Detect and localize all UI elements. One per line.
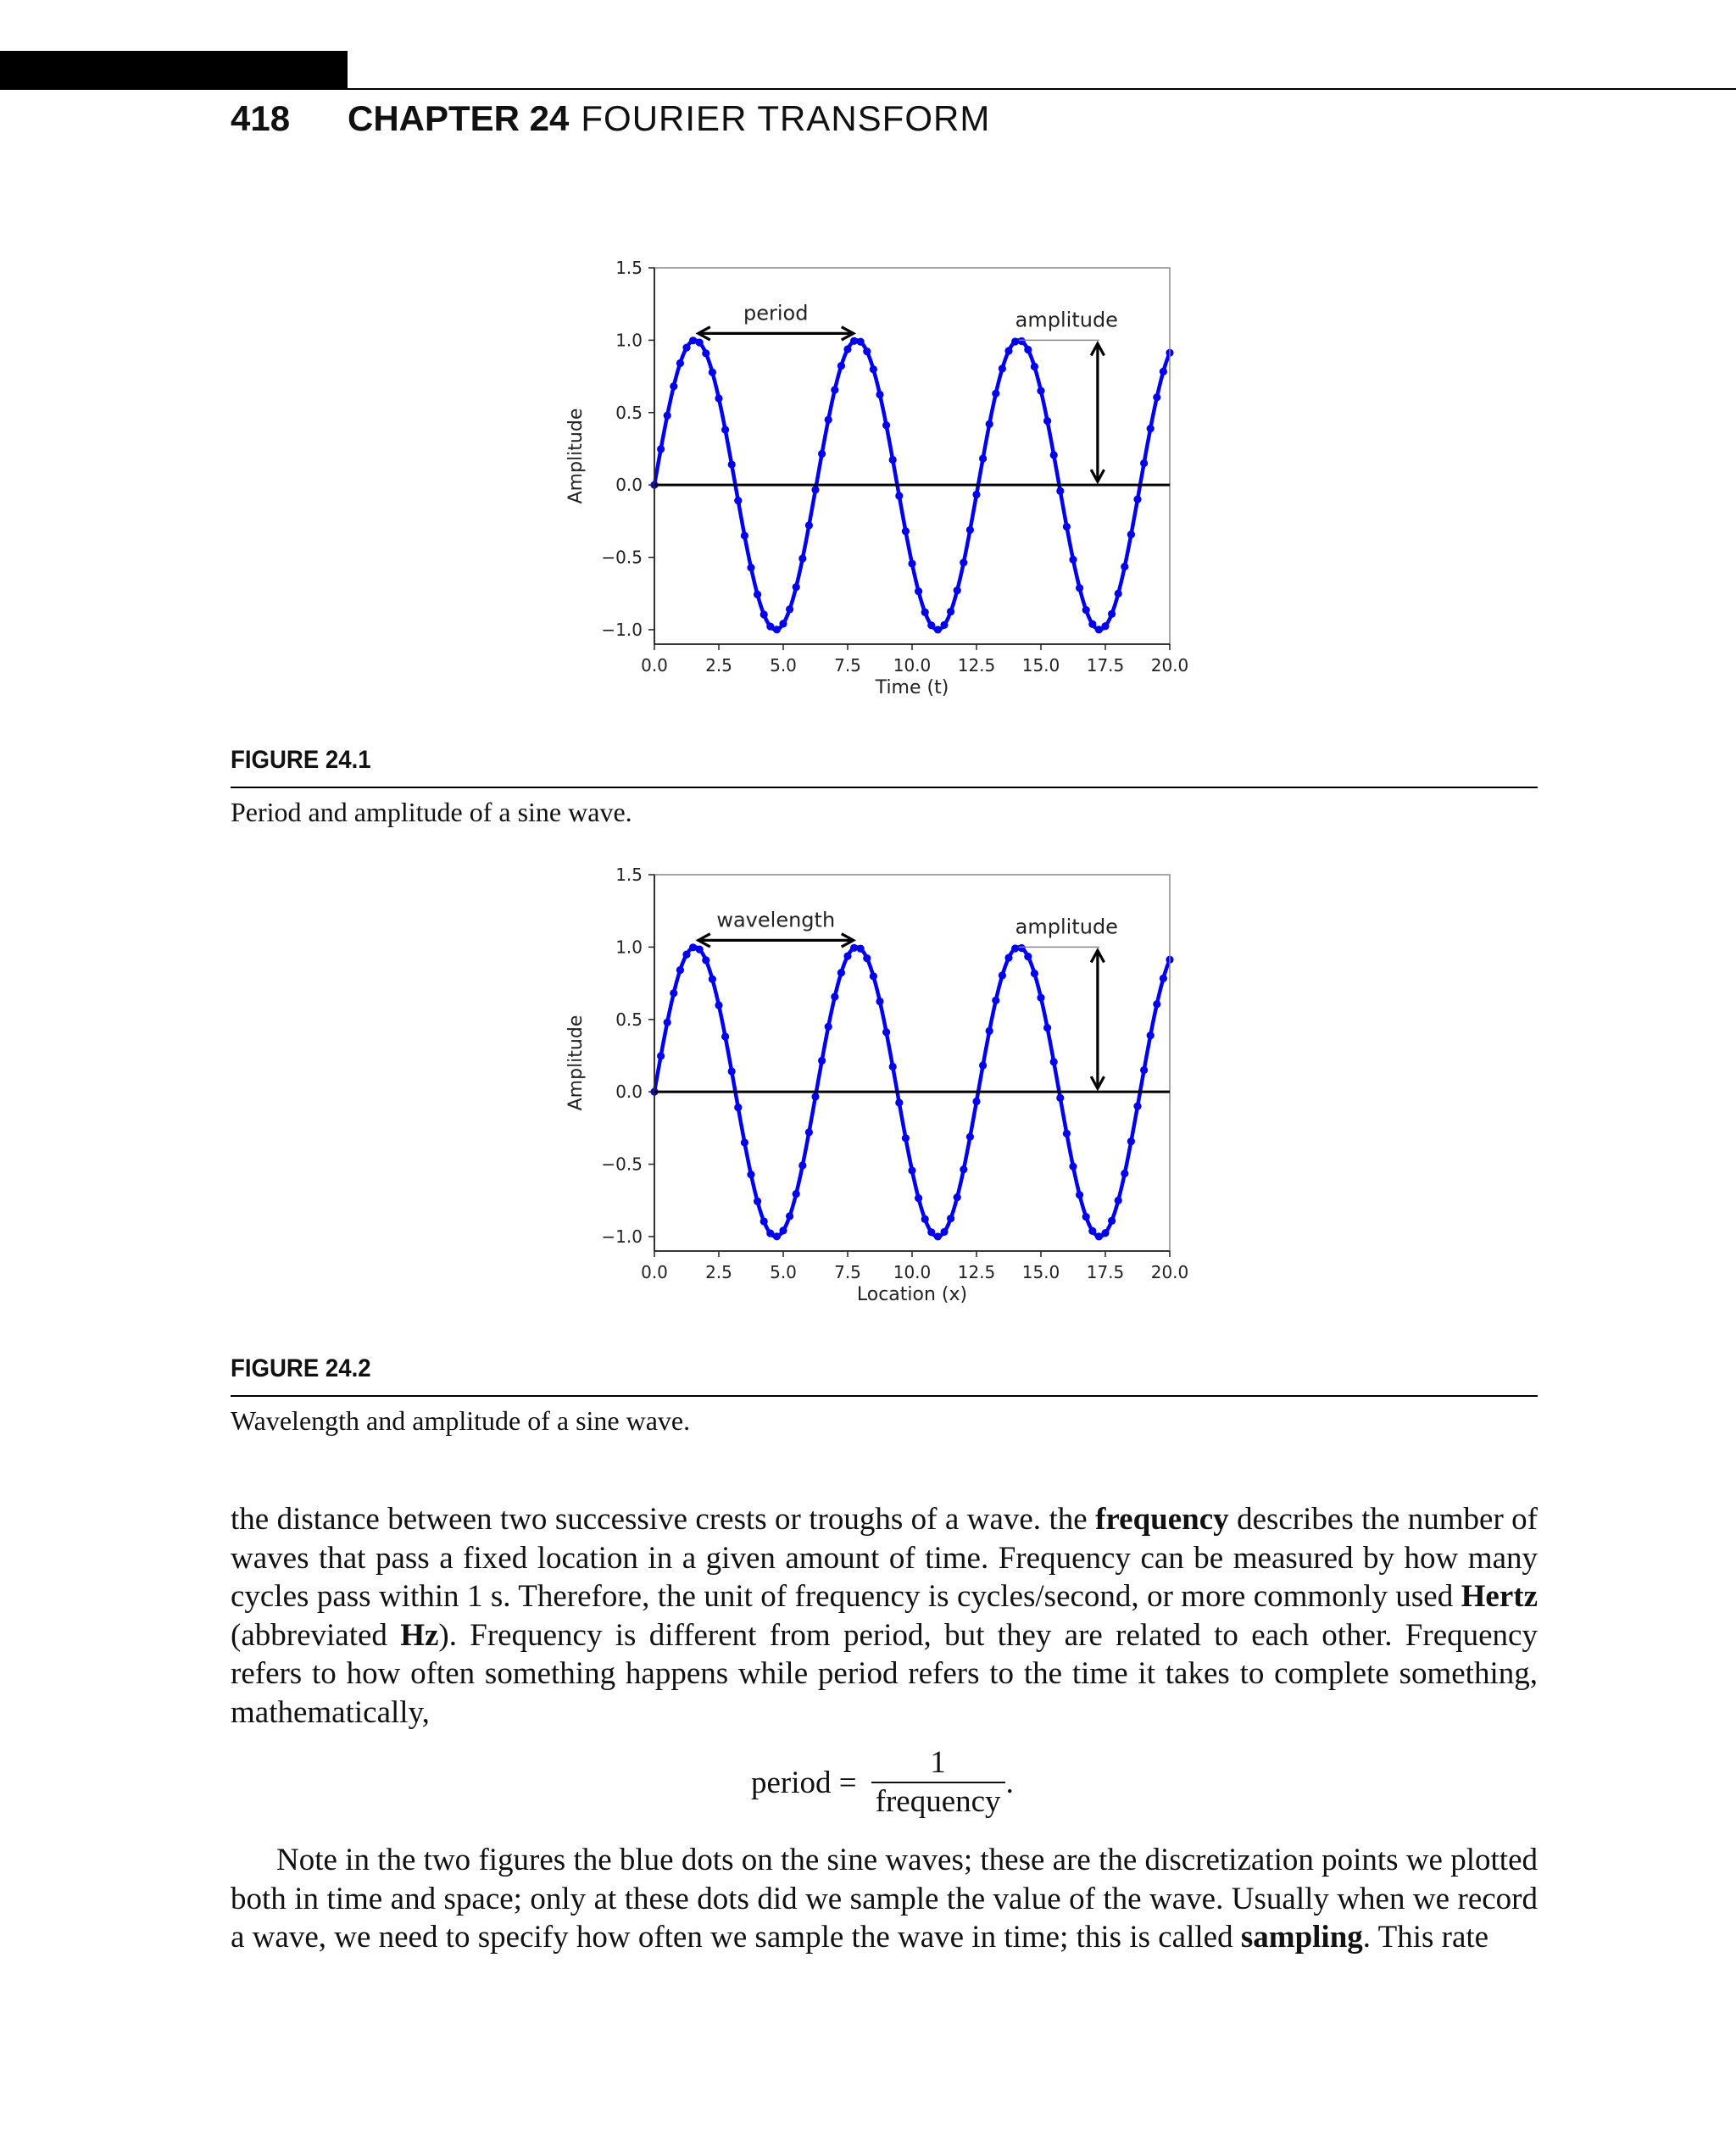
sample-point <box>1018 944 1026 952</box>
sample-point <box>1063 523 1071 531</box>
body-paragraph-1 <box>231 1500 1538 1732</box>
y-tick-label: −1.0 <box>601 619 643 640</box>
sample-point <box>1108 1217 1116 1225</box>
sample-point <box>754 1198 761 1205</box>
amplitude-annotation: amplitude <box>1015 915 1118 939</box>
sample-point <box>954 1193 961 1201</box>
y-tick-label: 1.5 <box>615 258 643 278</box>
sample-point <box>1101 622 1109 630</box>
x-tick-label: 10.0 <box>893 655 932 676</box>
sample-point <box>676 966 684 974</box>
x-tick-label: 5.0 <box>770 655 797 676</box>
y-axis-label: Amplitude <box>565 408 587 504</box>
sample-point <box>670 989 677 997</box>
sample-point <box>1069 1163 1077 1171</box>
sample-point <box>954 587 961 594</box>
sample-point <box>960 1165 967 1173</box>
sample-point <box>927 621 935 629</box>
x-tick-label: 7.5 <box>834 655 861 676</box>
x-tick-label: 7.5 <box>834 1262 861 1282</box>
sample-point <box>741 531 748 539</box>
sample-point <box>889 456 897 464</box>
equation-fraction <box>871 1744 1006 1821</box>
figure-label: FIGURE 24.2 <box>231 1354 371 1382</box>
sample-point <box>657 445 665 453</box>
sample-point <box>1037 994 1044 1002</box>
sample-point <box>1115 1197 1122 1204</box>
sample-point <box>805 1128 813 1136</box>
sample-point <box>843 345 851 353</box>
sample-point <box>876 391 883 398</box>
sample-point <box>837 969 845 976</box>
sample-point <box>1050 1058 1058 1065</box>
sample-point <box>1018 337 1026 345</box>
figure-label: FIGURE 24.1 <box>231 746 371 774</box>
sample-point <box>709 369 716 376</box>
sample-point <box>1031 363 1038 370</box>
sample-point <box>760 1217 768 1225</box>
sample-point <box>934 626 942 633</box>
text-run: the distance between two successive crests or troughs of a wave. the <box>231 1502 1096 1537</box>
sample-point <box>921 1215 929 1223</box>
x-axis-label: Time (t) <box>875 677 949 698</box>
sample-point <box>1133 1103 1141 1110</box>
sample-point <box>972 1098 980 1105</box>
header-rule <box>0 88 1736 90</box>
equation-denominator: frequency <box>875 1784 1001 1819</box>
sample-point <box>1153 393 1160 401</box>
sample-point <box>999 364 1006 372</box>
period-equation <box>751 1744 1014 1821</box>
sample-point <box>798 554 806 562</box>
text-run: (abbreviated <box>231 1617 401 1653</box>
sample-point <box>1063 1130 1071 1137</box>
y-tick-label: 1.0 <box>615 330 643 351</box>
sample-point <box>1115 590 1122 598</box>
sample-point <box>747 564 754 571</box>
sample-point <box>805 521 813 529</box>
sample-point <box>895 1098 903 1106</box>
sample-point <box>1121 1170 1128 1177</box>
sample-point <box>696 339 704 347</box>
sample-point <box>728 1067 736 1075</box>
sample-point <box>702 349 709 357</box>
sample-point <box>818 1057 826 1065</box>
bold-term: Hertz <box>1461 1579 1538 1614</box>
sample-point <box>1024 953 1032 960</box>
running-head <box>231 95 990 142</box>
text-run: . This rate <box>1362 1920 1489 1955</box>
x-tick-label: 17.5 <box>1086 1262 1125 1282</box>
sample-point <box>1160 368 1167 375</box>
sample-point <box>927 1228 935 1236</box>
x-tick-label: 10.0 <box>893 1262 932 1282</box>
sample-point <box>857 945 865 953</box>
text-run: Note in the two figures the blue dots on the sine waves; these are the discretization points we plotted both in time and space; only at these dots did we sample the value of the wave. Usually when we record a wave, we need to specify how often we sample the wave in time; this is called <box>231 1843 1538 1955</box>
sample-point <box>1004 347 1012 354</box>
sample-point <box>709 976 716 983</box>
sample-point <box>1127 1137 1135 1145</box>
sample-point <box>1121 563 1128 570</box>
sample-point <box>754 591 761 598</box>
period-annotation: period <box>743 301 809 325</box>
body-paragraph-2 <box>231 1841 1538 1957</box>
sample-point <box>876 998 883 1005</box>
sample-point <box>1133 496 1141 503</box>
sample-point <box>747 1171 754 1178</box>
sample-point <box>779 620 787 627</box>
sample-point <box>837 362 845 370</box>
sample-point <box>798 1161 806 1169</box>
sample-point <box>779 1226 787 1234</box>
sample-point <box>696 946 704 954</box>
sample-point <box>986 420 993 428</box>
period-annotation: wavelength <box>716 908 836 932</box>
sample-point <box>1056 487 1064 495</box>
sample-point <box>786 1212 793 1220</box>
sample-point <box>870 365 877 373</box>
sample-point <box>1031 970 1038 977</box>
sample-point <box>831 993 838 1000</box>
sample-point <box>947 608 954 615</box>
x-tick-label: 2.5 <box>705 655 732 676</box>
sample-point <box>1043 1024 1051 1032</box>
sample-point <box>1082 606 1090 614</box>
x-tick-label: 5.0 <box>770 1262 797 1282</box>
x-tick-label: 0.0 <box>641 1262 668 1282</box>
sample-point <box>682 950 690 958</box>
equation-lhs: period = <box>751 1765 857 1800</box>
y-tick-label: 0.5 <box>615 402 643 423</box>
x-tick-label: 20.0 <box>1150 1262 1189 1282</box>
y-tick-label: −0.5 <box>601 1154 643 1175</box>
sample-point <box>947 1215 954 1222</box>
amplitude-annotation: amplitude <box>1015 308 1118 332</box>
sample-point <box>676 359 684 367</box>
sample-point <box>972 491 980 498</box>
y-tick-label: 0.0 <box>615 1082 643 1103</box>
sample-point <box>670 382 677 390</box>
sample-point <box>825 1023 832 1031</box>
sample-point <box>999 971 1006 979</box>
sample-point <box>811 1093 819 1100</box>
sample-point <box>908 559 915 567</box>
sample-point <box>1160 975 1167 982</box>
sample-point <box>715 1001 722 1009</box>
sample-point <box>793 1190 800 1198</box>
sample-point <box>734 1104 742 1111</box>
sample-point <box>682 343 690 351</box>
sample-point <box>966 526 974 534</box>
sample-point <box>1076 584 1083 592</box>
figure-24-2-chart <box>542 853 1221 1310</box>
sample-point <box>657 1052 665 1059</box>
sample-point <box>857 338 865 346</box>
sample-point <box>1076 1191 1083 1198</box>
sample-point <box>702 956 709 964</box>
sample-point <box>715 394 722 402</box>
page-number: 418 <box>231 98 291 138</box>
equation-end: . <box>1005 1765 1014 1800</box>
sample-point <box>793 583 800 591</box>
sample-point <box>1127 531 1135 538</box>
sample-point <box>773 626 781 633</box>
equation-numerator: 1 <box>930 1745 946 1780</box>
x-tick-label: 0.0 <box>641 655 668 676</box>
x-tick-label: 12.5 <box>957 655 996 676</box>
figure-rule <box>231 1395 1538 1397</box>
sample-point <box>1108 610 1116 618</box>
sample-point <box>902 1134 910 1142</box>
y-tick-label: 0.0 <box>615 475 643 496</box>
x-tick-label: 12.5 <box>957 1262 996 1282</box>
sample-point <box>1082 1213 1090 1221</box>
sample-point <box>863 954 871 962</box>
sample-point <box>966 1133 974 1141</box>
figure-24-1-chart <box>542 246 1221 703</box>
bold-term: frequency <box>1095 1502 1229 1537</box>
y-tick-label: 1.0 <box>615 937 643 958</box>
bold-term: sampling <box>1240 1920 1363 1955</box>
sample-point <box>1043 417 1051 425</box>
sample-point <box>1037 387 1044 395</box>
sample-point <box>1101 1229 1109 1237</box>
figure-rule <box>231 787 1538 788</box>
text-run: ). Frequency is different from period, but they are related to each other. Frequency refers to how often something happens while period refers to the time it takes to complete something, mathematically, <box>231 1617 1538 1730</box>
x-axis-label: Location (x) <box>856 1284 968 1305</box>
sample-point <box>843 952 851 959</box>
sample-point <box>992 997 999 1004</box>
sample-point <box>831 386 838 393</box>
sample-point <box>979 1061 987 1069</box>
sample-point <box>1140 1066 1148 1074</box>
x-tick-label: 20.0 <box>1150 655 1189 676</box>
sample-point <box>960 559 967 566</box>
sample-point <box>728 460 736 468</box>
sample-point <box>1147 425 1155 432</box>
sample-point <box>1088 1227 1096 1235</box>
sample-point <box>721 425 729 433</box>
sample-point <box>1147 1032 1155 1039</box>
sample-point <box>889 1063 897 1070</box>
y-tick-label: 0.5 <box>615 1009 643 1030</box>
sample-point <box>986 1027 993 1035</box>
sample-point <box>992 390 999 398</box>
y-tick-label: −1.0 <box>601 1226 643 1247</box>
sample-point <box>1004 954 1012 961</box>
sample-point <box>1088 620 1096 628</box>
x-tick-label: 17.5 <box>1086 655 1125 676</box>
sample-point <box>741 1138 748 1146</box>
sample-point <box>902 527 910 535</box>
sample-point <box>940 621 948 629</box>
sample-point <box>760 610 768 618</box>
sample-point <box>825 416 832 424</box>
sample-point <box>895 492 903 499</box>
sample-point <box>863 348 871 355</box>
sample-point <box>882 421 890 429</box>
sample-point <box>1140 459 1148 467</box>
sample-point <box>786 605 793 613</box>
sample-point <box>921 609 929 616</box>
figure-caption: Wavelength and amplitude of a sine wave. <box>231 1405 691 1436</box>
sample-point <box>1024 346 1032 353</box>
chapter-title: FOURIER TRANSFORM <box>581 98 991 138</box>
y-tick-label: −0.5 <box>601 547 643 568</box>
x-tick-label: 2.5 <box>705 1262 732 1282</box>
sample-point <box>979 454 987 462</box>
sample-point <box>908 1166 915 1174</box>
sample-point <box>940 1228 948 1236</box>
text-run: describes the number of waves that pass a fixed location in a given amount of time. Frequency can be measured by how many cycles pass within 1 s. Therefore, the unit of frequency is cycles/second, or more commonly used <box>231 1502 1538 1614</box>
figure-caption: Period and amplitude of a sine wave. <box>231 797 632 827</box>
sample-point <box>1153 1000 1160 1008</box>
sample-point <box>664 1019 671 1026</box>
sample-point <box>1069 556 1077 564</box>
bold-term: Hz <box>400 1617 439 1653</box>
header-black-bar <box>0 51 348 89</box>
x-tick-label: 15.0 <box>1021 655 1060 676</box>
sample-point <box>734 497 742 504</box>
y-axis-label: Amplitude <box>565 1015 587 1111</box>
sample-point <box>773 1232 781 1240</box>
sample-point <box>1056 1094 1064 1102</box>
sample-point <box>882 1028 890 1036</box>
sample-point <box>915 587 922 595</box>
sample-point <box>664 412 671 420</box>
sample-point <box>811 486 819 493</box>
sample-point <box>870 972 877 980</box>
sample-point <box>1050 451 1058 459</box>
sample-point <box>915 1194 922 1202</box>
sample-point <box>934 1232 942 1240</box>
y-tick-label: 1.5 <box>615 865 643 885</box>
chapter-label: CHAPTER 24 <box>348 98 570 138</box>
sample-point <box>818 450 826 458</box>
x-tick-label: 15.0 <box>1021 1262 1060 1282</box>
sample-point <box>721 1032 729 1040</box>
